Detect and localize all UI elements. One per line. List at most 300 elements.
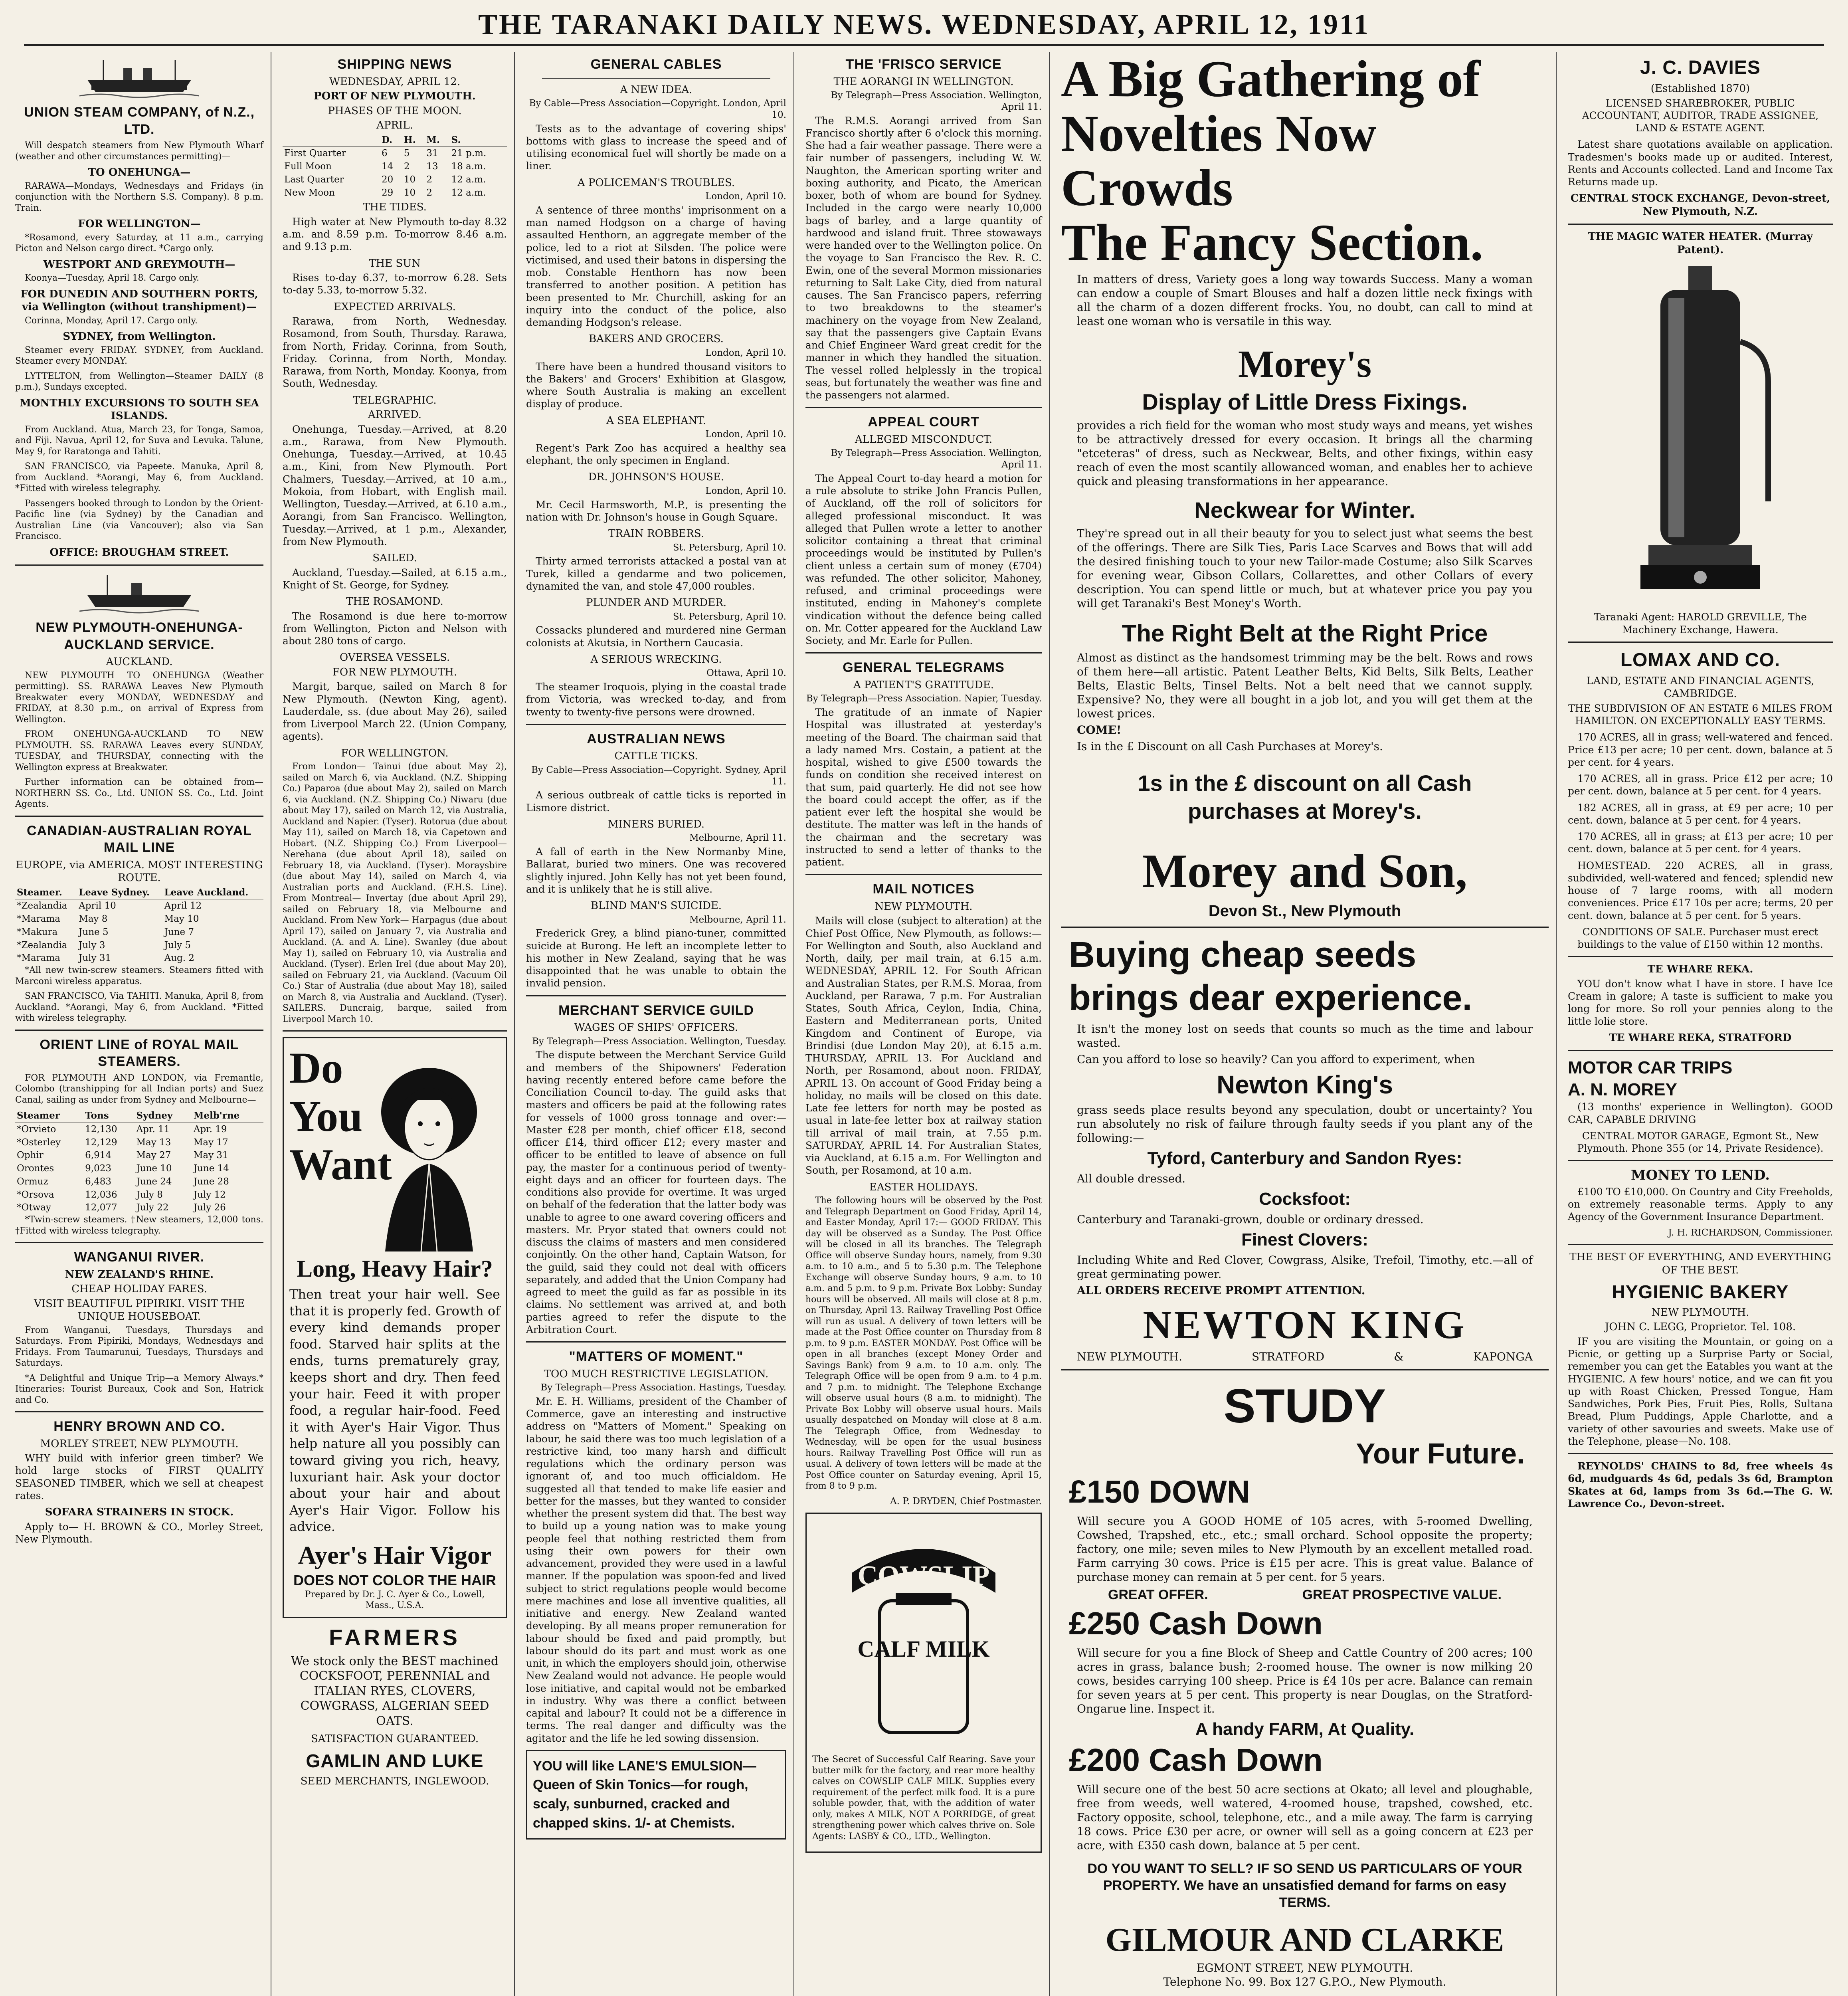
ayer-long-heavy-hair: Long, Heavy Hair? [297, 1255, 493, 1282]
table-row [15, 1188, 263, 1202]
lomax-conditions: CONDITIONS OF SALE. Purchaser must erect buildings to the value of £150 within 12 months. [1577, 926, 1823, 950]
table-header: Sydney [135, 1109, 192, 1123]
tides-heading: THE TIDES. [363, 201, 427, 214]
davies-address: CENTRAL STOCK EXCHANGE, Devon-street, New Plymouth, N.Z. [1570, 192, 1830, 218]
moreys-name: Morey's [1238, 343, 1372, 385]
story-dateline: Melbourne, April 11. [689, 833, 786, 844]
story-text: Frederick Grey, a blind piano-tuner, committed suicide at Burong. He left an incomplete letter to his mother in New Zealand, saying that he was disappointed that he was unable to obtain the invalid pension. [526, 927, 786, 989]
rosamond-text: The Rosamond is due here to-morrow from Wellington, Picton and Nelson with about 280 tons of cargo. [283, 610, 507, 647]
divider [526, 995, 786, 996]
great-value: GREAT PROSPECTIVE VALUE. [1302, 1587, 1502, 1602]
study-heading: STUDY [1223, 1379, 1386, 1433]
ayer-do: Do [289, 1044, 343, 1092]
water-heater-illustration [1617, 262, 1784, 605]
town: STRATFORD [1251, 1350, 1325, 1363]
display-heading: Display of Little Dress Fixings. [1142, 389, 1468, 414]
canadian-note: *All new twin-screw steamers. Steamers fitted with Marconi wireless apparatus. [15, 965, 263, 986]
brown-heading: HENRY BROWN AND CO. [53, 1419, 225, 1434]
woman-portrait-illustration [361, 1044, 497, 1251]
farmers-satisfaction: SATISFACTION GUARANTEED. [311, 1733, 479, 1745]
seeds-headline-2: brings dear experience. [1069, 978, 1472, 1018]
morey-intro: In matters of dress, Variety goes a long way towards Success. Many a woman can endow a couple of Smart Blouses and half a dozen little neck fixings with all the charm of a dozen different frocks. You, no doubt, can call to mind at least one woman who is versatile in this way. [1077, 273, 1533, 328]
story-text: Tests as to the advantage of covering ships' bottoms with glass to increase the speed and of utilising economical fuel will shortly be made on a liner. [526, 123, 786, 172]
divider [805, 652, 1042, 653]
divider [1568, 956, 1833, 957]
table-row [283, 173, 507, 186]
town: & [1394, 1350, 1404, 1363]
table-row [283, 186, 507, 200]
table-cell: May 13 [136, 1137, 171, 1148]
belt-text: Almost as distinct as the handsomest trimming may be the belt. Rows and rows of them here—all artistic. Patent Leather Belts, Kid Belts, Silk Belts, Leather Belts, Elastic Belts, Tinsel Belts. Not a belt need that we cannot supply. Expensive? No, they were all bought in a job lot, and you will get them at the lowest prices. [1077, 651, 1533, 720]
table-cell: April 12 [164, 901, 202, 911]
newton-towns [1077, 1350, 1533, 1364]
expected-heading: EXPECTED ARRIVALS. [334, 301, 456, 313]
divider [1061, 1369, 1549, 1370]
table-cell: April 10 [79, 901, 116, 911]
moon-table [283, 134, 507, 200]
motor-address: CENTRAL MOTOR GARAGE, Egmont St., New Plymouth. Phone 355 (or 14, Private Residence). [1577, 1130, 1824, 1154]
easter-signature: A. P. DRYDEN, Chief Postmaster. [890, 1496, 1042, 1507]
column-frisco-mail [798, 52, 1050, 1996]
morey-and-son: Morey and Son, [1142, 844, 1468, 897]
morey-headline-3: The Fancy Section. [1061, 214, 1484, 271]
handy-farm: A handy FARM, At Quality. [1195, 1719, 1415, 1739]
divider [15, 816, 263, 817]
divider [15, 1411, 263, 1412]
morey-headline-2: Novelties Now Crowds [1061, 105, 1377, 217]
brown-sub: MORLEY STREET, NEW PLYMOUTH. [40, 1438, 239, 1450]
story-heading: A POLICEMAN'S TROUBLES. [577, 176, 735, 189]
story-heading: A SEA ELEPHANT. [606, 414, 706, 427]
steamer-icon [79, 56, 199, 100]
cowslip-brand: COWSLIP [857, 1560, 990, 1592]
town: NEW PLYMOUTH. [1077, 1350, 1182, 1363]
table-cell: June 10 [136, 1163, 172, 1174]
merchant-guild-sub: WAGES OF SHIPS' OFFICERS. [574, 1022, 738, 1034]
cowslip-ad [805, 1513, 1042, 1853]
port-name: PORT OF NEW PLYMOUTH. [314, 90, 476, 102]
monthly-text: From Auckland. Atua, March 23, for Tonga, Samoa, and Fiji. Navua, April 12, for Suva and Levuka. Talune, May 9, for Raratonga and Tahiti. [15, 424, 263, 457]
lomax-subdivision: THE SUBDIVISION OF AN ESTATE 6 MILES FROM HAMILTON. ON EXCEPTIONALLY EASY TERMS. [1568, 702, 1832, 727]
divider [805, 874, 1042, 875]
ayer-top [289, 1044, 500, 1251]
table-cell: May 17 [193, 1137, 228, 1148]
table-cell: *Otway [17, 1202, 51, 1213]
matters-sub: TOO MUCH RESTRICTIVE LEGISLATION. [544, 1368, 769, 1380]
table-row [15, 1149, 263, 1162]
table-cell: *Marama [17, 953, 60, 964]
brown-strainers: SOFARA STRAINERS IN STOCK. [45, 1506, 234, 1518]
table-row [15, 913, 263, 926]
table-cell: Last Quarter [284, 174, 344, 185]
table-header: Tons [83, 1109, 135, 1123]
story-text: Cossacks plundered and murdered nine German colonists at Akutsia, in Northern Caucasia. [526, 624, 786, 649]
table-cell: May 31 [193, 1150, 228, 1161]
davies-heading: J. C. DAVIES [1640, 57, 1761, 78]
divider [1568, 642, 1833, 643]
table-cell: 9,023 [85, 1163, 112, 1174]
whare-heading: TE WHARE REKA. [1647, 963, 1753, 976]
nps-text: NEW PLYMOUTH TO ONEHUNGA (Weather permitting). SS. RARAWA Leaves New Plymouth Breakwater every MONDAY, WEDNESDAY and FRIDAY, at 8.30 p.m., on arrival of Express from Wellington. [15, 670, 263, 725]
money-text: £100 TO £10,000. On Country and City Freeholds, on extremely reasonable terms. Apply to any Agency of the Government Insurance Department. [1568, 1186, 1833, 1223]
whare-sign: TE WHARE REKA, STRATFORD [1609, 1032, 1792, 1044]
price-250-text: Will secure for you a fine Block of Sheep and Cattle Country of 200 acres; 100 acres in grass, balance bush; 2-roomed house. The owner is now milking 20 cows, besides carrying 100 sheep. Price is £4 10s per acre. Balance can remain for seven years at 5 per cent. This property is near Douglas, on the Stratford-Ongarue line. Inspect it. [1077, 1646, 1533, 1715]
divider [542, 78, 770, 79]
table-cell: June 7 [164, 927, 194, 937]
story-heading: A NEW IDEA. [620, 83, 693, 96]
column-small-ads [1561, 52, 1840, 1996]
table-cell: Orontes [17, 1163, 54, 1174]
nps-heading: NEW PLYMOUTH-ONEHUNGA-AUCKLAND SERVICE. [36, 620, 243, 652]
table-cell: 31 [426, 148, 438, 159]
bakery-text: IF you are visiting the Mountain, or going on a Picnic, or getting up a Surprise Party or Social, remember you can get the Eatables you want at the HYGIENIC. A few hours' notice, and we can fit you up with Roast Chicken, Pressed Tongue, Ham Sandwiches, Pork Pies, Fruit Pies, Rolls, Sultana Bread, Plum Puddings, Apple Charlotte, and a variety of other savouries and sweets. Make use of the Telephone, please—No. 108. [1568, 1335, 1833, 1447]
column-general-cables [519, 52, 794, 1996]
story-dateline: Ottawa, April 10. [706, 668, 786, 679]
table-cell: *Orsova [17, 1189, 54, 1200]
table-row [15, 1123, 263, 1136]
table-cell: June 24 [136, 1176, 172, 1187]
merchant-guild-heading: MERCHANT SERVICE GUILD [558, 1002, 754, 1018]
table-cell: May 10 [164, 914, 199, 924]
price-200-text: Will secure one of the best 50 acre sections at Okato; all level and ploughable, free from weeds, well watered, 4-roomed house, trapshed, cowshed, etc. Factory opposite, school, telephone, etc., and a mile away. The farm is carrying 18 cows. Price £30 per acre, or owner will sell as a going concern at £23 per acre, with £350 cash down, balance at 5 per cent. [1077, 1782, 1533, 1852]
table-cell: July 8 [136, 1189, 163, 1200]
from-auckland-text: FROM ONEHUNGA-AUCKLAND TO NEW PLYMOUTH. SS. RARAWA Leaves every SUNDAY, TUESDAY, and THURSDAY, connecting with the Wellington express at Breakwater. [15, 729, 263, 772]
story-dateline: London, April 10. [705, 191, 786, 202]
story-heading: BAKERS AND GROCERS. [589, 333, 724, 345]
devon-street: Devon St., New Plymouth [1208, 902, 1401, 920]
table-row [15, 1136, 263, 1149]
story-dateline: By Cable—Press Association—Copyright. Sydney, April 11. [531, 764, 786, 787]
story-text: The steamer Iroquois, plying in the coastal trade from Victoria, was wrecked to-day, and from twenty to twenty-five persons were drowned. [526, 681, 786, 718]
future-heading: Your Future. [1356, 1438, 1525, 1470]
arrived-text: Onehunga, Tuesday.—Arrived, at 8.20 a.m., Rarawa, from New Plymouth. Onehunga, Tuesday.—Arrived, at 10.45 a.m., Kini, from New Plymouth. Port Chalmers, Tuesday.—Arrived, at 10 a.m., Mokoia, from Hobart, with English mail. Wellington, Tuesday.—Arrived, at 6.10 a.m., Aorangi, from San Francisco. Wellington, Tuesday.—Arrived, at 1 p.m., Alexander, from New Plymouth. [283, 423, 507, 547]
divider [1568, 1160, 1833, 1161]
union-intro: Will despatch steamers from New Plymouth Wharf (weather and other circumstances permitting)— [15, 141, 263, 162]
table-cell: July 3 [79, 940, 105, 950]
table-cell: 6 [382, 148, 388, 159]
table-cell: 6,483 [85, 1176, 112, 1187]
whare-text: YOU don't know what I have in store. I have Ice Cream in galore; A taste is sufficient to make you long for more. So roll your pennies along to the little lolie store. [1568, 978, 1833, 1027]
bakery-proprietor: JOHN C. LEGG, Proprietor. Tel. 108. [1605, 1321, 1796, 1333]
matters-text: Mr. E. H. Williams, president of the Chamber of Commerce, gave an interesting and instructive address on "Matters of Moment." Speaking on labour, he said there was too much legislation of a restrictive kind, too many harsh and difficult regulations which the ordinary person was ignorant of, and too much officialdom. He suggested all that tended to make life easier and better for the masses, but they wanted to consider whether the present system did that. The best way to build up a young nation was to make young people feel that nothing restricted them from using their own powers for their own advancement, provided they were used in a lawful manner. If the population was spoon-fed and lived subject to strict regulations people would become mere machines and lose all inventive qualities, all initiative and energy. New Zealand wanted developing. By all means proper remuneration for labour should be fixed and paid promptly, but labour should do its part and must work as one unit, in which the employers should join, otherwise New Zealand would not advance. He people would lose initiative, and capital would not be embarked in industry. Why was there a conflict between capital and labour? It could not be a difference in terms. The real danger and difficulty was the agitator and the life he led sowing dissension. [526, 1395, 786, 1744]
table-cell: 6,914 [85, 1150, 112, 1161]
tides-text: High water at New Plymouth to-day 8.32 a.m. and 8.59 p.m. To-morrow 8.46 a.m. and 9.13 p.m. [283, 216, 507, 253]
gamlin-heading: GAMLIN AND LUKE [306, 1750, 484, 1771]
discount-text: 1s in the £ discount on all Cash purchases at Morey's. [1138, 770, 1472, 824]
farmers-text: We stock only the BEST machined COCKSFOOT, PERENNIAL and ITALIAN RYES, CLOVERS, COWGRASS, ALGERIAN SEED OATS. [291, 1654, 499, 1728]
table-cell: New Moon [284, 187, 335, 198]
table-cell: June 14 [193, 1163, 229, 1174]
masthead [24, 8, 1824, 46]
brown-apply: Apply to— H. BROWN & CO., Morley Street, New Plymouth. [15, 1521, 263, 1545]
ayer-you: You [289, 1092, 363, 1141]
table-cell: Full Moon [284, 161, 332, 172]
bakery-heading: HYGIENIC BAKERY [1612, 1281, 1789, 1303]
table-cell: *Osterley [17, 1137, 61, 1148]
table-cell: Apr. 19 [193, 1124, 227, 1135]
table-cell: *Zealandia [17, 940, 67, 950]
table-cell: 12 a.m. [451, 174, 486, 185]
sailed-heading: SAILED. [372, 552, 417, 564]
money-signature: J. H. RICHARDSON, Commissioner. [1668, 1227, 1833, 1238]
price-250: £250 Cash Down [1069, 1605, 1323, 1641]
divider [1568, 1244, 1833, 1245]
nps-sub: AUCKLAND. [106, 656, 173, 668]
story-dateline: By Telegraph—Press Association. Wellington, April 11. [831, 448, 1042, 470]
table-header: Steamer. [15, 886, 77, 899]
story-dateline: London, April 10. [705, 347, 786, 358]
lomax-heading: LOMAX AND CO. [1620, 649, 1781, 671]
table-cell: Ormuz [17, 1176, 48, 1187]
frisco-text: The R.M.S. Aorangi arrived from San Francisco shortly after 6 o'clock this morning. She had a fair weather passage. There were a fair number of passengers, including W. W. Naughton, the American sporting writer and boxing authority, and Picato, the American boxer, both of whom are bound for Sydney. Included in the cargo were nearly 10,000 bags of barley, and a large quantity of hardwood and island fruit. Three stowaways were handed over to the Wellington police. On the voyage to San Francisco the Rev. R. C. Ewin, one of the several Mormon missionaries returning to Salt Lake City, died from natural causes. The San Francisco papers, referring to two breakdowns to the steamer's machinery on the voyage from New Zealand, say that the passengers give Captain Evans and Chief Engineer Ward great credit for the manner in which they handled the situation. The vessel rolled helplessly in the tropical seas, but fortunately the weather was fine and the passengers not alarmed. [805, 115, 1042, 401]
orient-note: *Twin-screw steamers. †New steamers, 12,000 tons. †Fitted with wireless telegraphy. [15, 1215, 263, 1236]
mail-text: Mails will close (subject to alteration) at the Chief Post Office, New Plymouth, as follows:— For Wellington and South, also Auckland and North, daily, per mail train, at 6.15 a.m. WEDNESDAY, APRIL 12. For South African and Australian States, per R.M.S. Moraa, from Auckland, per Rarawa, 7 p.m. For Australian States, South Africa, Ceylon, India, China, Eastern and Mediterranean ports, United Kingdom and Continent of Europe, via Brindisi (due London May 20), at 6.15 a.m. THURSDAY, APRIL 13. For Auckland and North, per Rosamond, about noon. FRIDAY, APRIL 13. On account of Good Friday being a holiday, no mails will be closed on this date. Late fee letters for north may be posted as usual in late-fee letter box at railway station till arrival of mail train, at 7.55 p.m. SATURDAY, APRIL 14. For Australian States, via Auckland, at 6.15 a.m. For Wellington and South, per Rosamond, at 10 a.m. [805, 915, 1042, 1176]
newton-king-big: NEWTON KING [1143, 1303, 1467, 1347]
lanes-emulsion-ad: YOU will like LANE'S EMULSION—Queen of Skin Tonics—for rough, scaly, sunburned, cracked and chapped skins. 1/- at Chemists. [526, 1750, 786, 1840]
story-dateline: London, April 10. [705, 485, 786, 496]
newton-text: grass seeds place results beyond any speculation, doubt or uncertainty? You run absolutely no risk of failure through faulty seeds if you plant any of the following:— [1077, 1103, 1533, 1145]
divider [526, 724, 786, 725]
table-cell: 12,129 [85, 1137, 117, 1148]
bakery-intro: THE BEST OF EVERYTHING, AND EVERYTHING OF THE BEST. [1569, 1251, 1831, 1276]
table-row [15, 939, 263, 952]
offer-row [1061, 1586, 1549, 1604]
table-cell: 12,077 [85, 1202, 117, 1213]
land-lot: 170 ACRES, all in grass. Price £12 per acre; 10 per cent. down, balance at 5 per cent. for 4 years. [1568, 773, 1833, 797]
passenger-text: Passengers booked through to London by the Orient-Pacific line (via Sydney) by the Canadian and Australian Line (via Vancouver); also via San Francisco. [15, 498, 263, 541]
table-cell: 2 [426, 174, 433, 185]
divider [15, 1242, 263, 1243]
sydney-heading: SYDNEY, from Wellington. [63, 331, 216, 343]
sell-text: DO YOU WANT TO SELL? IF SO SEND US PARTICULARS OF YOUR PROPERTY. We have an unsatisfied demand for farms on easy TERMS. [1087, 1861, 1522, 1910]
table-cell: 10 [404, 187, 416, 198]
table-cell: July 5 [164, 940, 191, 950]
overseas-w-text: From London— Tainui (due about May 2), sailed on March 6, via Auckland. (N.Z. Shipping Co.) Paparoa (due about May 2), sailed on March 6, via Auckland. (N.Z. Shipping Co.) Niwaru (due about May 17), sailed on March 12, via Australia, Auckland and Napier. (Tyser). Rotorua (due about May 11), sailed on March 18, via Capetown and Hobart. (N.Z. Shipping Co.) From Liverpool— Nerehana (due about April 18), sailed on February 18, via Auckland. (Tyser). Moraysbire (due about May 14), sailed on March 4, via Australian ports and Auckland. (F.H.S. Line). From Montreal— Invertay (due about April 29), sailed on February 18, via Melbourne and Auckland. From New York— Harpagus (due about April 17), sailed on January 7, via Australia and Auckland. (A. and A. Line). Swanley (due about May 1), sailed on February 10, via Australia and Auckland. (Tyser). Erlen Irel (due about May 20), sailed on February 21, via Auckland. (Vacuum Oil Co.) Star of Australia (due about May 18), sailed on March 8, via Australia and Auckland. (Tyser). SAILERS. Duncraig, barque, sailed from Liverpool March 10. [283, 762, 507, 1024]
land-lot: 170 ACRES, all in grass; well-watered and fenced. Price £13 per acre; 10 per cent. down, balance at 5 per cent. for 4 years. [1568, 731, 1833, 768]
seeds-question: Can you afford to lose so heavily? Can you afford to experiment, when [1077, 1053, 1475, 1066]
table-cell: 2 [404, 161, 410, 172]
neckwear-text: They're spread out in all their beauty for you to select just what seems the best of the offerings. There are Silk Ties, Paris Lace Scarves and Bows that will add the desired finishing touch to your new Tailor-made Costume; also Silk Scarves for evening wear, Gibson Collars, Collarettes, and other Collars of every description. You can spend little or much, but at whatever price you pay you will get Taranaki's Best Money's Worth. [1077, 527, 1533, 610]
gilmour-clarke: GILMOUR AND CLARKE [1105, 1921, 1504, 1958]
table-row [283, 160, 507, 173]
appeal-sub: ALLEGED MISCONDUCT. [855, 433, 993, 446]
shipping-date: WEDNESDAY, APRIL 12. [329, 75, 460, 88]
table-cell: 2 [426, 187, 433, 198]
australian-news-heading: AUSTRALIAN NEWS [587, 731, 726, 747]
story-text: A serious outbreak of cattle ticks is reported in Lismore district. [526, 789, 786, 814]
table-row [15, 1201, 263, 1214]
office-text: OFFICE: BROUGHAM STREET. [49, 546, 229, 558]
story-heading: A SERIOUS WRECKING. [590, 653, 722, 665]
davies-text: Latest share quotations available on application. Tradesmen's books made up or audited. Interest, Rents and Accounts collected. Land and Income Tax Returns made up. [1568, 139, 1833, 188]
telegram-text: The gratitude of an inmate of Napier Hospital was illustrated at yesterday's meeting of the Board. The chairman said that a lady named Mrs. Costain, a patient at the hospital, wished to give £500 towards the funds on condition she received interest on that sum, paid quarterly. He did not see how the board could accept the offer, as if the patient ever left the hospital she would be destitute. The matter was left in the hands of the chairman and the secretary was instructed to send a letter of thanks to the patient. [805, 707, 1042, 868]
table-cell: *Zealandia [17, 901, 67, 911]
table-cell: 21 p.m. [451, 148, 487, 159]
davies-roles: LICENSED SHAREBROKER, PUBLIC ACCOUNTANT, AUDITOR, TRADE ASSIGNEE, LAND & ESTATE AGENT. [1582, 97, 1819, 134]
story-heading: BLIND MAN'S SUICIDE. [590, 900, 722, 912]
motor-heading: MOTOR CAR TRIPS [1568, 1058, 1733, 1078]
divider [283, 1030, 507, 1032]
orient-text: FOR PLYMOUTH AND LONDON, via Fremantle, Colombo (transhipping for all Indian ports) and Suez Canal, sailing as under from Sydney and Melbourne— [15, 1073, 263, 1105]
matters-heading: "MATTERS OF MOMENT." [569, 1349, 744, 1364]
table-row [15, 926, 263, 939]
frisco-sub: THE AORANGI IN WELLINGTON. [833, 75, 1014, 88]
table-header: H. [402, 134, 425, 147]
heater-agent: Taranaki Agent: HAROLD GREVILLE, The Machinery Exchange, Hawera. [1594, 611, 1807, 636]
newton-kings: Newton King's [1217, 1070, 1393, 1099]
shipping-news-heading: SHIPPING NEWS [337, 57, 452, 72]
sydney-text: Steamer every FRIDAY. SYDNEY, from Auckland. Steamer every MONDAY. [15, 345, 263, 366]
land-lot: HOMESTEAD. 220 ACRES, all in grass, subdivided, well-watered and fenced; splendid new house of 7 large rooms, with all modern conveniences. Price £17 10s per acre; terms, 20 per cent. down, balance at 5 per cent. for 5 years. [1568, 859, 1833, 921]
table-cell: May 27 [136, 1150, 171, 1161]
story-text: Thirty armed terrorists attacked a postal van at Turek, killed a gendarme and two policemen, dynamited the van, and stole 47,000 roubles. [526, 555, 786, 592]
story-dateline: By Cable—Press Association—Copyright. London, April 10. [529, 98, 786, 120]
neckwear-heading: Neckwear for Winter. [1194, 497, 1415, 523]
story-text: A fall of earth in the New Normanby Mine, Ballarat, buried two miners. One was recovered slightly injured. John Kelly has not yet been found, and it is unlikely that he is still alive. [526, 846, 786, 895]
farmers-heading: FARMERS [329, 1624, 461, 1650]
table-cell: July 31 [79, 953, 111, 964]
gamlin-sub: SEED MERCHANTS, INGLEWOOD. [300, 1775, 489, 1788]
expected-text: Rarawa, from North, Wednesday. Rosamond, from South, Thursday. Rarawa, from North, Friday. Corinna, from South, Friday. Corinna, from North, Monday. Rarawa, from North, Monday. Koonya, from South, Wednesday. [283, 315, 507, 390]
telegraphic-heading: TELEGRAPHIC. [353, 394, 437, 406]
westport-text: Koonya—Tuesday, April 18. Cargo only. [25, 273, 200, 283]
rosamond-heading: THE ROSAMOND. [346, 596, 443, 608]
table-row [15, 1162, 263, 1175]
canadian-schedule [15, 886, 263, 965]
divider [1568, 1050, 1833, 1051]
overseas-heading: OVERSEA VESSELS. [339, 651, 450, 664]
table-cell: 12,036 [85, 1189, 117, 1200]
easter-text: The following hours will be observed by the Post and Telegraph Department on Good Friday, April 14, and Easter Monday, April 17:— GOOD FRIDAY. This day will be observed as a Sunday. The Post Office will be closed in all its branches. The Telegraph Office will observe Sunday hours, namely, from 9.30 a.m. to 10 a.m., and 5 to 5.30 p.m. The Telephone Exchange will observe Sunday hours, 9 a.m. to 10 a.m. and 5 p.m. to 9 p.m. Private Box Lobby: Sunday hours will be observed. All mails will close at 8 p.m. on Thursday, April 13. Railway Travelling Post Office will run as usual. A delivery of town letters will be made at the Post Office counter on Thursday from 8 p.m. to 9 p.m. EASTER MONDAY. Post Office will be open in all branches (except Money Order and Savings Bank) from 9 a.m. to 10 a.m. only. The Telegraph Office will be open from 9 a.m. to 4 p.m. and 7 p.m. to midnight. The Telephone Exchange will observe usual hours (8 a.m. to midnight). The Private Box Lobby will observe usual hours. Mails usually despatched on Monday will close at 8 a.m. The Telegraph Office, from Wednesday to Wednesday, will be open for the usual business hours. Railway Travelling Post Office will run as usual. A delivery of town letters will be made at the Post Office counter on Saturday evening, April 15, from 8 to 9 p.m. [805, 1196, 1042, 1491]
story-dateline: London, April 10. [705, 429, 786, 440]
onehunga-heading: TO ONEHUNGA— [88, 166, 191, 178]
table-cell: Apr. 11 [136, 1124, 170, 1135]
telegram-sub: A PATIENT'S GRATITUDE. [853, 679, 994, 691]
table-cell: May 8 [79, 914, 108, 924]
nz-rhine: NEW ZEALAND'S RHINE. [65, 1268, 214, 1281]
mail-sub: NEW PLYMOUTH. [875, 900, 973, 913]
ayer-brand: Ayer's Hair Vigor [298, 1541, 492, 1569]
table-cell: *Marama [17, 914, 60, 924]
story-text: A sentence of three months' imprisonment on a man named Hodgson on a charge of having assaulted Henthorn, an aggregate member of the police, led to a riot at Silsden. The police were victimised, and used their batons in dispersing the mob. Constable Henthorn has now been transferred to another position. A petition has been presented to Mr. Churchill, asking for an inquiry into the conduct of the police, also demanding Hodgson's release. [526, 204, 786, 328]
great-offer: GREAT OFFER. [1108, 1587, 1208, 1602]
story-dateline: By Telegraph—Press Association. Hastings, Tuesday. [540, 1382, 786, 1393]
moon-month: APRIL. [376, 119, 413, 131]
cocksfoot-sub: Canterbury and Taranaki-grown, double or ordinary dressed. [1077, 1213, 1424, 1226]
ayer-text: Then treat your hair well. See that it is properly fed. Growth of every kind demands proper food. Starved hair splits at the ends, turns prematurely gray, keeps short and dry. Then feed your hair. Feed it with proper food, a regular hair-food. Feed it with Ayer's Hair Vigor. Thus help nature all you possibly can toward giving you rich, heavy, luxuriant hair. Ask your doctor about your hair and about Ayer's Hair Vigor. Follow his advice. [289, 1287, 500, 1535]
table-header: Leave Auckland. [163, 886, 263, 899]
table-row [15, 899, 263, 913]
table-header: S. [450, 134, 507, 147]
wellington-heading: FOR WELLINGTON— [78, 218, 201, 230]
table-header: Steamer [15, 1109, 83, 1123]
story-dateline: By Telegraph—Press Association. Wellington, April 11. [831, 90, 1042, 112]
sun-text: Rises to-day 6.37, to-morrow 6.28. Sets to-day 5.33, to-morrow 5.32. [283, 272, 507, 296]
column-shipping-news [275, 52, 515, 1996]
ryes-sub: All double dressed. [1077, 1172, 1186, 1185]
table-cell: 14 [382, 161, 394, 172]
come-label: COME! [1077, 723, 1122, 737]
table-cell: 12,130 [85, 1124, 117, 1135]
clovers-sub: Including White and Red Clover, Cowgrass, Alsike, Trefoil, Timothy, etc.—all of great germinating power. [1077, 1253, 1533, 1281]
table-cell: July 12 [193, 1189, 226, 1200]
orient-heading: ORIENT LINE of ROYAL MAIL STEAMERS. [40, 1037, 239, 1069]
table-header: M. [425, 134, 449, 147]
story-heading: TRAIN ROBBERS. [608, 528, 704, 540]
table-row [283, 147, 507, 160]
seeds-text: It isn't the money lost on seeds that counts so much as the time and labour wasted. [1077, 1022, 1533, 1049]
frisco-heading: THE 'FRISCO SERVICE [845, 57, 1002, 72]
union-heading: UNION STEAM COMPANY, of N.Z., LTD. [24, 105, 255, 137]
story-heading: PLUNDER AND MURDER. [586, 597, 727, 609]
come-text: Is in the £ Discount on all Cash Purchases at Morey's. [1077, 740, 1383, 753]
land-lot: 170 ACRES, all in grass; at £13 per acre; 10 per cent. down, balance at 5 per cent. for 4 years. [1568, 831, 1833, 855]
heater-heading: THE MAGIC WATER HEATER. (Murray Patent). [1588, 231, 1813, 256]
general-cables-heading: GENERAL CABLES [590, 57, 722, 72]
appeal-text: The Appeal Court to-day heard a motion for a rule absolute to strike John Francis Pullen, of Auckland, off the roll of solicitors for alleged professional misconduct. It was alleged that Pullen wrote a letter to another solicitor containing a threat that criminal proceedings would be instituted by Pullen's client unless a certain sum of money (£704) was refunded. The other solicitor, Mahoney, refused, and criminal proceedings were instituted, ending in Mahoney's complete vindication without the defence being called on. Mr. Cotter appeared for the Auckland Law Society, and Mr. Earle for Pullen. [805, 472, 1042, 646]
overseas-np-text: Margit, barque, sailed on March 8 for New Plymouth. (Newton King, agent). Lauderdale, ss. (due about May 26), sailed from Liverpool March 22. (Union Company, agents). [283, 681, 507, 743]
table-header: D. [380, 134, 402, 147]
masthead-title: THE TARANAKI DAILY NEWS. WEDNESDAY, APRIL 12, 1911 [478, 8, 1370, 40]
table-cell: July 26 [193, 1202, 226, 1213]
ayer-ad [283, 1037, 507, 1618]
merchant-guild-text: The dispute between the Merchant Service Guild and members of the Shipowners' Federation having recently entered before came before the Conciliation Council to-day. The guild asks that masters and officers be paid at the following rates for vessels of 1000 gross tonnage and over:— Master £28 per month, chief officer £18, second officer £14, third officer £12; every master and officer to be entitled to leave of absence on full pay, the master for a continuous period of twenty-eight days and an officer for fourteen days. The conditions also provide for overtime. It was urged on behalf of the federation that the latter body was unable to agree to one award covering officers and masters. Mr. Pryor stated that owners could not discuss the claims of masters and men considered conjointly. On the other hand, Captain Watson, for the guild, said they could not deal with officers separately, and added that the Union Company had agreed to meet the guild as far as possible in its claims. No settlement was arrived at, and both parties agreed to refer the dispute to the Arbitration Court. [526, 1049, 786, 1335]
cowslip-milk-can-illustration [836, 1525, 1011, 1748]
divider [526, 1341, 786, 1343]
table-row [15, 952, 263, 965]
table-cell: *Orvieto [17, 1124, 56, 1135]
ayer-prep: Prepared by Dr. J. C. Ayer & Co., Lowell, Mass., U.S.A. [305, 1589, 485, 1611]
cowslip-calf-milk: CALF MILK [857, 1636, 990, 1662]
wellington-text: *Rosamond, every Saturday, at 11 a.m., carrying Picton and Nelson cargo direct. *Cargo only. [15, 232, 263, 253]
divider [15, 1030, 263, 1031]
pipiriki: VISIT BEAUTIFUL PIPIRIKI. VISIT THE UNIQUE HOUSEBOAT. [34, 1297, 245, 1323]
town: KAPONGA [1473, 1350, 1533, 1363]
story-heading: CATTLE TICKS. [614, 750, 698, 762]
arrived-heading: ARRIVED. [368, 409, 422, 421]
dunedin-text: Corinna, Monday, April 17. Cargo only. [25, 315, 198, 326]
morey-headline-1: A Big Gathering of [1061, 52, 1480, 108]
lomax-sub: LAND, ESTATE AND FINANCIAL AGENTS, CAMBRIDGE. [1586, 675, 1814, 700]
display-text: provides a rich field for the woman who most study ways and means, yet wishes to be attractively dressed for every occasion. It brings all the charming "etceteras" of dress, such as Neckwear, Belts, and other fixings, within easy reach of even the most scantily allowanced woman, and enables her to achieve quick and pleasing transformations in her appearance. [1077, 419, 1533, 488]
cowslip-text: The Secret of Successful Calf Rearing. Save your butter milk for the factory, and rear more healthy calves on COWSLIP CALF MILK. Supplies every requirement of the perfect milk food. It is a pure soluble powder, that, with the addition of water only, makes A MILK, NOT A PORRIDGE, of great strengthening power which calves thrive on. Sole Agents: LASBY & CO., LTD., Wellington. [812, 1754, 1035, 1842]
further-info: Further information can be obtained from— NORTHERN SS. Co., Ltd. UNION SS. Co., Ltd. Joint Agents. [15, 777, 263, 809]
wanganui-heading: WANGANUI RIVER. [74, 1249, 205, 1265]
story-dateline: By Telegraph—Press Association. Napier, Tuesday. [806, 693, 1042, 704]
table-cell: June 5 [79, 927, 109, 937]
moon-heading: PHASES OF THE MOON. [328, 105, 462, 117]
price-150: £150 DOWN [1069, 1474, 1250, 1509]
lyttelton-text: LYTTELTON, from Wellington—Steamer DAILY (8 p.m.), Sundays excepted. [15, 371, 263, 392]
overseas-np: FOR NEW PLYMOUTH. [332, 666, 457, 678]
sailed-text: Auckland, Tuesday.—Sailed, at 6.15 a.m., Knight of St. George, for Sydney. [283, 566, 507, 591]
belt-heading: The Right Belt at the Right Price [1122, 620, 1488, 647]
table-cell: Aug. 2 [164, 953, 195, 964]
general-telegrams-heading: GENERAL TELEGRAMS [843, 660, 1005, 675]
steamer-icon [79, 571, 199, 615]
money-heading: MONEY TO LEND. [1630, 1167, 1770, 1184]
sf-tahiti-text: SAN FRANCISCO, Via TAHITI. Manuka, April 8, from Auckland. *Aorangi, May 6, from Auckland. *Fitted with wireless telegraphy. [15, 991, 263, 1023]
clovers-heading: Finest Clovers: [1241, 1230, 1368, 1249]
table-cell: June 28 [193, 1176, 229, 1187]
sanfran-text: SAN FRANCISCO, via Papeete. Manuka, April 8, from Auckland. *Aorangi, May 6, from Auckland. *Fitted with wireless telegraphy. [15, 461, 263, 493]
divider [1061, 927, 1549, 928]
table-header: Melb'rne [192, 1109, 263, 1123]
onehunga-text: RARAWA—Mondays, Wednesdays and Fridays (in conjunction with the Northern S.S. Company). 8 p.m. Train. [15, 181, 263, 213]
story-dateline: Melbourne, April 11. [689, 914, 786, 925]
overseas-w: FOR WELLINGTON. [341, 747, 449, 759]
brown-text: WHY build with inferior green timber? We hold large stocks of FIRST QUALITY SEASONED TIMBER, which we sell at cheapest rates. [15, 1452, 263, 1501]
